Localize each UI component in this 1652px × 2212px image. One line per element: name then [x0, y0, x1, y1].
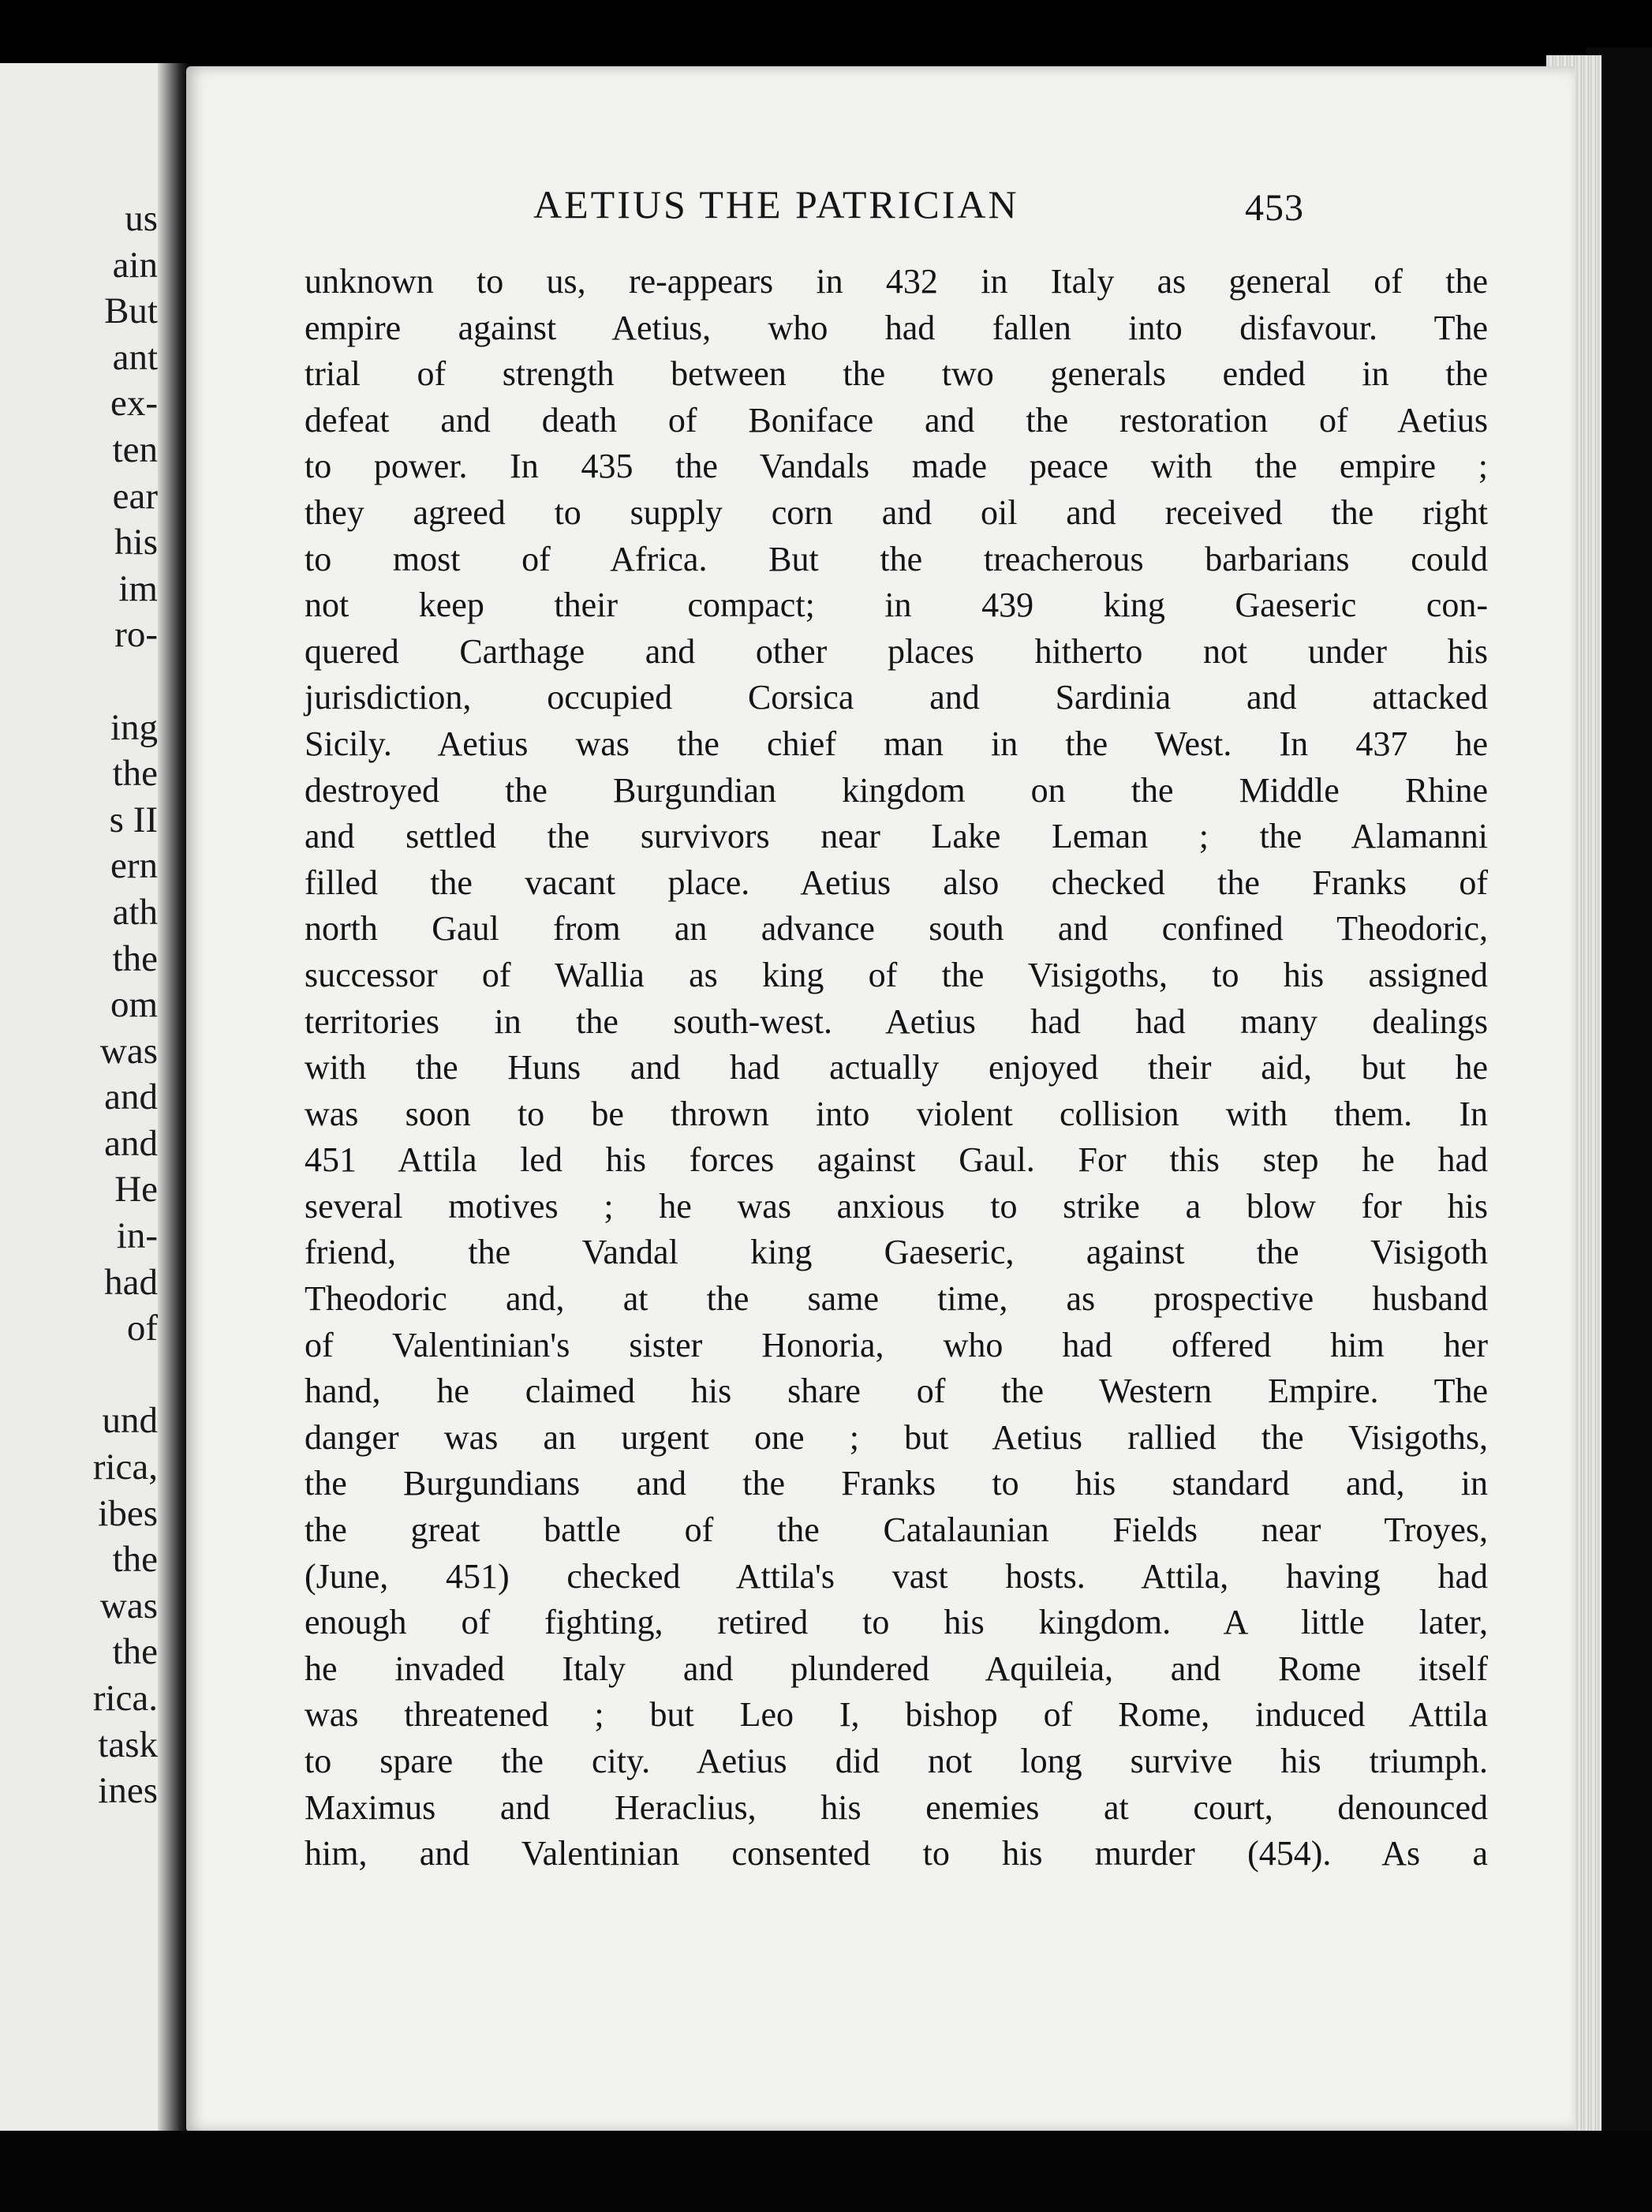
facing-page-line: im: [118, 567, 158, 609]
facing-page-line: [0, 1352, 158, 1398]
body-line: several motives ; he was anxious to strike a blow for his: [305, 1186, 1488, 1226]
facing-page-line: ex-: [110, 383, 158, 425]
body-line: was soon to be thrown into violent collision with them. In: [305, 1094, 1488, 1133]
facing-page-line: had: [104, 1261, 158, 1303]
body-line: destroyed the Burgundian kingdom on the Middle Rhine: [305, 770, 1488, 810]
page-number: 453: [1245, 187, 1304, 229]
facing-page-line: ath: [112, 891, 158, 933]
running-head: [186, 182, 1575, 237]
body-line: of Valentinian's sister Honoria, who had offered him her: [305, 1325, 1488, 1364]
body-line: to power. In 435 the Vandals made peace with the empire ;: [305, 447, 1488, 486]
running-head-title: AETIUS THE PATRICIAN: [533, 182, 1019, 226]
facing-page-line: the: [112, 1539, 158, 1581]
body-line: empire against Aetius, who had fallen into disfavour. The: [305, 308, 1488, 347]
facing-page-line: was: [99, 1585, 158, 1626]
facing-page-line: the: [112, 753, 158, 795]
facing-page-line: and: [104, 1122, 158, 1164]
body-line: friend, the Vandal king Gaeseric, against the Visigoth: [305, 1233, 1488, 1272]
body-line: not keep their compact; in 439 king Gaeseric con-: [305, 586, 1488, 625]
body-line: he invaded Italy and plundered Aquileia, and Rome itself: [305, 1649, 1488, 1688]
facing-page-line: ing: [110, 706, 158, 748]
body-line: to spare the city. Aetius did not long survive his triumph.: [305, 1742, 1488, 1780]
body-line: and settled the survivors near Lake Leman ; the Alamanni: [305, 817, 1488, 856]
body-line: was threatened ; but Leo I, bishop of Rome, induced Attila: [305, 1695, 1488, 1735]
facing-page-line: s II: [109, 799, 158, 840]
facing-page-text-fragments: [0, 196, 158, 1814]
facing-page-line: was: [99, 1030, 158, 1072]
facing-page-line: [0, 658, 158, 705]
facing-page-line: and: [104, 1076, 158, 1118]
body-line: unknown to us, re-appears in 432 in Italy as general of the: [305, 262, 1488, 301]
facing-page-line: the: [112, 938, 158, 979]
body-line: Theodoric and, at the same time, as prospective husband: [305, 1279, 1488, 1319]
facing-page-line: He: [114, 1169, 158, 1211]
facing-page-line: ear: [112, 475, 158, 517]
facing-page-line: ro-: [114, 614, 158, 656]
facing-page-line: in-: [116, 1215, 158, 1257]
facing-page-line: ain: [112, 244, 158, 286]
body-line: they agreed to supply corn and oil and received the right: [305, 492, 1488, 532]
facing-page-line: und: [102, 1400, 158, 1442]
facing-page-line: the: [112, 1631, 158, 1673]
facing-page-line: rica,: [92, 1447, 158, 1488]
facing-page-line: us: [125, 198, 158, 239]
body-line: successor of Wallia as king of the Visigoths, to his assigned: [305, 955, 1488, 994]
book-page: [186, 66, 1575, 2132]
body-line: the great battle of the Catalaunian Fields near Troyes,: [305, 1510, 1488, 1550]
facing-page-line: om: [110, 984, 158, 1026]
body-line: with the Huns and had actually enjoyed their aid, but he: [305, 1048, 1488, 1087]
body-line: (June, 451) checked Attila's vast hosts. Attila, having had: [305, 1556, 1488, 1596]
facing-page-line: his: [114, 522, 158, 563]
facing-page-line: task: [98, 1724, 158, 1765]
facing-page-line: rica.: [92, 1678, 158, 1719]
body-line: him, and Valentinian consented to his murder (454). As a: [305, 1834, 1488, 1873]
body-line: Maximus and Heraclius, his enemies at court, denounced: [305, 1787, 1488, 1827]
facing-page-line: of: [126, 1308, 158, 1349]
body-line: hand, he claimed his share of the Western Empire. The: [305, 1372, 1488, 1411]
body-line: filled the vacant place. Aetius also checked the Franks of: [305, 863, 1488, 902]
body-line: jurisdiction, occupied Corsica and Sardinia and attacked: [305, 678, 1488, 717]
body-line: danger was an urgent one ; but Aetius rallied the Visigoths,: [305, 1417, 1488, 1457]
body-line: territories in the south-west. Aetius had had many dealings: [305, 1001, 1488, 1041]
body-line: 451 Attila led his forces against Gaul. For this step he had: [305, 1140, 1488, 1180]
scan-border-bottom: [0, 2131, 1652, 2212]
body-line: to most of Africa. But the treacherous barbarians could: [305, 539, 1488, 578]
body-line: defeat and death of Boniface and the restoration of Aetius: [305, 400, 1488, 440]
facing-page-line: ibes: [98, 1492, 158, 1534]
facing-page-line: ern: [110, 845, 158, 887]
body-line: trial of strength between the two generals ended in the: [305, 354, 1488, 394]
body-text: [305, 259, 1488, 1877]
facing-page-line: ant: [112, 336, 158, 378]
body-line: the Burgundians and the Franks to his standard and, in: [305, 1464, 1488, 1503]
body-line: north Gaul from an advance south and confined Theodoric,: [305, 909, 1488, 949]
facing-page-line: But: [104, 290, 158, 332]
facing-page-line: ten: [112, 429, 158, 470]
body-line: quered Carthage and other places hitherto not under his: [305, 631, 1488, 671]
facing-page-line: ines: [98, 1770, 158, 1812]
book-gutter: [158, 63, 189, 2131]
body-line: enough of fighting, retired to his kingdom. A little later,: [305, 1603, 1488, 1642]
body-line: Sicily. Aetius was the chief man in the West. In 437 he: [305, 724, 1488, 763]
